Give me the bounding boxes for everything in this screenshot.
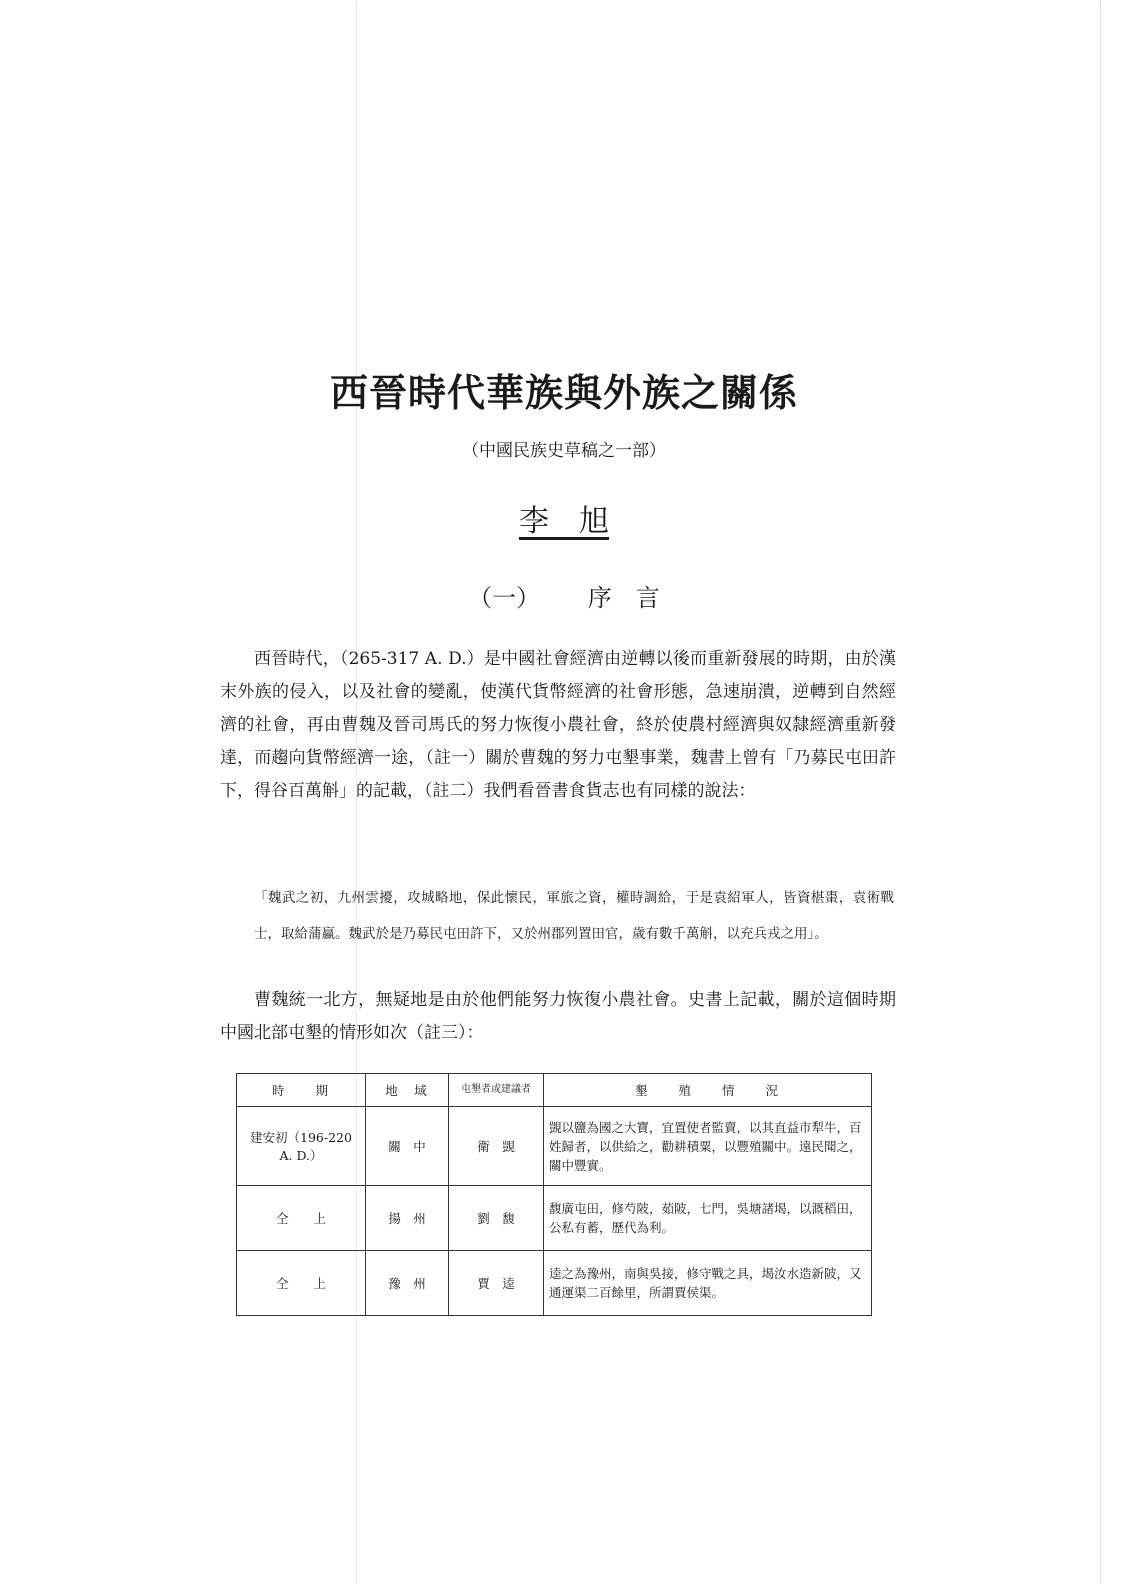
author-name-text: 李 旭 xyxy=(519,504,609,539)
article-title: 西晉時代華族與外族之關係 xyxy=(329,370,798,415)
header-details: 墾 殖 情 況 xyxy=(544,1074,872,1107)
paragraph-2: 曹魏統一北方，無疑地是由於他們能努力恢復小農社會。史書上記載，關於這個時期中國北部屯墾的情形如次（註三）： xyxy=(220,990,896,1043)
header-region: 地 域 xyxy=(366,1074,449,1107)
cell-person: 衛 覬 xyxy=(449,1107,544,1186)
article-subtitle: （中國民族史草稿之一部） xyxy=(462,441,666,461)
paragraph-intro: 西晉時代，（265-317 A. D.）是中國社會經濟由逆轉以後而重新發展的時期，由於漢末外族的侵入，以及社會的變亂，使漢代貨幣經濟的社會形態，急速崩潰，逆轉到自然經濟的社會，再由曹魏及晉司馬氏的努力恢復小農社會，終於使農村經濟與奴隸經濟重新發達，而趨向貨幣經濟一途，（註一）關於曹魏的努力屯墾事業，魏書上曾有「乃募民屯田許下，得谷百萬斛」的記載，（註二）我們看晉書食貨志也有同樣的說法： xyxy=(220,649,896,801)
reclamation-table xyxy=(236,1073,872,1316)
cell-details: 馥廣屯田，修芍陂，茹陂，七門，吳塘諸堨，以溉稻田，公私有蓄，歷代為利。 xyxy=(544,1186,872,1251)
header-period: 時 期 xyxy=(237,1074,366,1107)
cell-region: 揚 州 xyxy=(366,1186,449,1251)
table-header-row xyxy=(237,1074,872,1107)
table-row xyxy=(237,1186,872,1251)
section-heading: （一） 序 言 xyxy=(468,584,660,612)
scan-artifact-edge xyxy=(1100,0,1101,1584)
cell-person: 賈 逵 xyxy=(449,1251,544,1316)
cell-details: 覬以鹽為國之大寶，宜置使者監賣，以其直益市犁牛，百姓歸者，以供給之，勸耕積粟，以豐殖關中。遠民聞之，關中豐實。 xyxy=(544,1107,872,1186)
header-person: 屯墾者或建議者 xyxy=(449,1074,544,1107)
cell-region: 關 中 xyxy=(366,1107,449,1186)
cell-details: 逵之為豫州，南與吳接，修守戰之具，堨汝水造新陂，又通運渠二百餘里，所謂賈侯渠。 xyxy=(544,1251,872,1316)
author-name xyxy=(0,496,1128,540)
table-row xyxy=(237,1251,872,1316)
block-quote: 「魏武之初，九州雲擾，攻城略地，保此懷民，軍旅之資，權時調給，于是袁紹軍人，皆資椹棗，袁術戰士，取給蒲蠃。魏武於是乃募民屯田許下，又於州郡列置田官，歲有數千萬斛，以充兵戎之用」。 xyxy=(254,890,894,942)
cell-region: 豫 州 xyxy=(366,1251,449,1316)
cell-period: 仝 上 xyxy=(237,1251,366,1316)
table-row xyxy=(237,1107,872,1186)
cell-person: 劉 馥 xyxy=(449,1186,544,1251)
cell-period: 建安初（196-220 A. D.） xyxy=(237,1107,366,1186)
cell-period: 仝 上 xyxy=(237,1186,366,1251)
